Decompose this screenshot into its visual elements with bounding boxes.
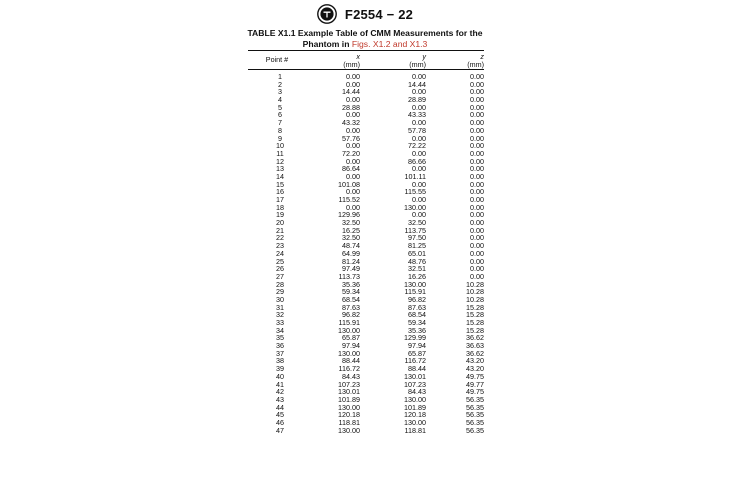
cell-point-number: 20 xyxy=(276,218,284,228)
cell-z-value: 0.00 xyxy=(470,210,484,220)
cell-x-value: 0.00 xyxy=(346,171,360,181)
cell-z-value: 36.63 xyxy=(466,341,484,351)
cell-z-value: 0.00 xyxy=(470,148,484,158)
cell-point-number: 40 xyxy=(276,371,284,381)
cell-y-value: 96.82 xyxy=(408,294,426,304)
cell-x-value: 43.32 xyxy=(342,118,360,128)
cell-z-value: 10.28 xyxy=(466,294,484,304)
cell-y-value: 65.87 xyxy=(408,348,426,358)
cell-y-value: 59.34 xyxy=(408,318,426,327)
cell-y-value: 129.99 xyxy=(404,333,426,343)
cell-z-value: 0.00 xyxy=(470,248,484,258)
cell-z-value: 36.62 xyxy=(466,348,484,358)
cell-z-value: 43.20 xyxy=(466,364,484,374)
cell-z-value: 0.00 xyxy=(470,102,484,112)
cell-z-value: 0.00 xyxy=(470,79,484,89)
cell-y-value: 0.00 xyxy=(412,210,426,220)
cell-x-value: 115.91 xyxy=(338,318,360,327)
cell-y-value: 0.00 xyxy=(412,72,426,81)
table-caption xyxy=(0,28,730,49)
cell-x-value: 101.08 xyxy=(338,179,360,189)
cell-point-number: 37 xyxy=(276,348,284,358)
table-row xyxy=(248,88,484,96)
cell-point-number: 11 xyxy=(276,148,284,158)
cell-point-number: 27 xyxy=(276,271,284,281)
cell-y-value: 0.00 xyxy=(412,87,426,97)
cell-z-value: 0.00 xyxy=(470,195,484,204)
cell-point-number: 10 xyxy=(276,141,284,151)
cell-z-value: 0.00 xyxy=(470,179,484,189)
cell-y-value: 14.44 xyxy=(408,79,426,89)
cell-z-value: 0.00 xyxy=(470,256,484,266)
column-header-point: Point # xyxy=(265,55,289,64)
cell-x-value: 118.81 xyxy=(338,417,360,427)
cell-point-number: 4 xyxy=(278,95,282,105)
cell-point-number: 33 xyxy=(276,318,284,327)
column-header-y xyxy=(360,53,426,69)
cell-point-number: 35 xyxy=(276,333,284,343)
cell-point-number: 21 xyxy=(276,225,284,235)
cell-point-number: 28 xyxy=(276,279,284,289)
cell-z-value: 0.00 xyxy=(470,164,484,174)
cell-x-value: 88.44 xyxy=(342,356,360,366)
cell-z-value: 56.35 xyxy=(466,394,484,404)
cell-y-value: 57.78 xyxy=(408,125,426,135)
cell-x-value: 96.82 xyxy=(342,310,360,320)
table-header-row xyxy=(248,51,484,69)
cell-z-value: 15.28 xyxy=(466,302,484,312)
cell-x-value: 0.00 xyxy=(346,72,360,81)
cell-y-value: 16.26 xyxy=(408,271,426,281)
column-header-x-label: x xyxy=(356,52,360,61)
cell-y-value: 86.66 xyxy=(408,156,426,166)
cell-point-number: 13 xyxy=(276,164,284,174)
cell-y-value: 0.00 xyxy=(412,164,426,174)
cell-z-value: 0.00 xyxy=(470,110,484,120)
cell-point-number: 39 xyxy=(276,364,284,374)
cell-z-value: 56.35 xyxy=(466,425,484,435)
cell-z-value: 0.00 xyxy=(470,141,484,151)
cell-y-value: 120.18 xyxy=(404,410,426,420)
cell-point-number: 41 xyxy=(276,379,284,389)
cell-point-number: 22 xyxy=(276,233,284,243)
cell-z-value: 10.28 xyxy=(466,279,484,289)
cell-x-value: 107.23 xyxy=(338,379,360,389)
cell-z-value: 15.28 xyxy=(466,310,484,320)
cell-point-number: 23 xyxy=(276,241,284,251)
cell-z-value: 15.28 xyxy=(466,325,484,335)
cell-x-value: 57.76 xyxy=(342,133,360,143)
cell-point-number: 47 xyxy=(276,425,284,435)
cell-z-value: 0.00 xyxy=(470,187,484,197)
cell-z-value: 0.00 xyxy=(470,87,484,97)
cell-z-value: 0.00 xyxy=(470,233,484,243)
cell-point-number: 19 xyxy=(276,210,284,220)
table-row xyxy=(248,96,484,104)
caption-line-2 xyxy=(0,39,730,50)
cell-x-value: 68.54 xyxy=(342,294,360,304)
cell-point-number: 43 xyxy=(276,394,284,404)
cell-y-value: 35.36 xyxy=(408,325,426,335)
caption-line-2-prefix: Phantom in xyxy=(302,38,352,49)
cell-point-number: 45 xyxy=(276,410,284,420)
cell-y-value: 0.00 xyxy=(412,102,426,112)
cell-point-number: 26 xyxy=(276,264,284,274)
cell-y-value: 0.00 xyxy=(412,118,426,128)
cell-x-value: 14.44 xyxy=(342,87,360,97)
cell-y-value: 130.00 xyxy=(404,202,426,212)
cell-y-value: 28.89 xyxy=(408,95,426,105)
cell-point-number: 44 xyxy=(276,402,284,412)
cell-y-value: 101.89 xyxy=(404,402,426,412)
cell-point-number: 16 xyxy=(276,187,284,197)
cell-y-value: 32.50 xyxy=(408,218,426,228)
cell-y-value: 0.00 xyxy=(412,133,426,143)
table-row xyxy=(248,81,484,89)
cell-point-number: 46 xyxy=(276,417,284,427)
column-header-z-label: z xyxy=(480,52,484,61)
cell-x-value: 101.89 xyxy=(338,394,360,404)
cell-point-number: 9 xyxy=(278,133,282,143)
cell-point-number: 36 xyxy=(276,341,284,351)
cell-x-value: 87.63 xyxy=(342,302,360,312)
cell-y-value: 32.51 xyxy=(408,264,426,274)
cell-z-value: 0.00 xyxy=(470,118,484,128)
cell-y-value: 113.75 xyxy=(404,225,426,235)
cell-y-value: 130.00 xyxy=(404,417,426,427)
cell-z-value: 0.00 xyxy=(470,72,484,81)
table-row xyxy=(248,104,484,112)
cell-z-value: 49.77 xyxy=(466,379,484,389)
cell-point-number: 38 xyxy=(276,356,284,366)
cell-y-value: 68.54 xyxy=(408,310,426,320)
cell-x-value: 0.00 xyxy=(346,187,360,197)
cell-point-number: 1 xyxy=(278,72,282,81)
cell-x-value: 86.64 xyxy=(342,164,360,174)
table-row xyxy=(248,127,484,135)
cell-x-value: 0.00 xyxy=(346,202,360,212)
table-row xyxy=(248,73,484,81)
cell-z-value: 56.35 xyxy=(466,417,484,427)
cell-x-value: 130.00 xyxy=(338,325,360,335)
cell-z-value: 0.00 xyxy=(470,271,484,281)
cell-x-value: 0.00 xyxy=(346,79,360,89)
cell-x-value: 115.52 xyxy=(338,195,360,204)
cell-z-value: 36.62 xyxy=(466,333,484,343)
cell-x-value: 64.99 xyxy=(342,248,360,258)
cell-point-number: 3 xyxy=(278,87,282,97)
cell-x-value: 120.18 xyxy=(338,410,360,420)
cell-y-value: 88.44 xyxy=(408,364,426,374)
cell-point-number: 6 xyxy=(278,110,282,120)
cell-x-value: 32.50 xyxy=(342,233,360,243)
cell-point-number: 25 xyxy=(276,256,284,266)
cell-point-number: 42 xyxy=(276,387,284,397)
cell-z-value: 49.75 xyxy=(466,387,484,397)
cell-z-value: 56.35 xyxy=(466,402,484,412)
cell-point-number: 2 xyxy=(278,79,282,89)
cell-y-value: 115.55 xyxy=(404,187,426,197)
cell-x-value: 0.00 xyxy=(346,156,360,166)
cell-z-value: 15.28 xyxy=(466,318,484,327)
cell-x-value: 65.87 xyxy=(342,333,360,343)
table-row xyxy=(248,111,484,119)
cell-y-value: 81.25 xyxy=(408,241,426,251)
cell-z-value: 0.00 xyxy=(470,125,484,135)
cell-x-value: 130.00 xyxy=(338,402,360,412)
cell-z-value: 0.00 xyxy=(470,156,484,166)
cell-point-number: 30 xyxy=(276,294,284,304)
cell-x-value: 0.00 xyxy=(346,125,360,135)
cell-x-value: 0.00 xyxy=(346,95,360,105)
cell-point-number: 31 xyxy=(276,302,284,312)
cell-x-value: 48.74 xyxy=(342,241,360,251)
cell-x-value: 130.00 xyxy=(338,348,360,358)
cell-y-value: 0.00 xyxy=(412,179,426,189)
table-row xyxy=(248,119,484,127)
cell-x-value: 84.43 xyxy=(342,371,360,381)
column-header-x xyxy=(306,53,360,69)
caption-line-1: TABLE X1.1 Example Table of CMM Measurements for the xyxy=(247,28,483,38)
cell-point-number: 18 xyxy=(276,202,284,212)
cell-point-number: 5 xyxy=(278,102,282,112)
cell-point-number: 17 xyxy=(276,195,284,204)
cell-x-value: 0.00 xyxy=(346,141,360,151)
cell-x-value: 113.73 xyxy=(338,271,360,281)
column-header-y-unit: (mm) xyxy=(409,60,426,70)
cell-point-number: 32 xyxy=(276,310,284,320)
table-body xyxy=(248,70,484,434)
cell-point-number: 24 xyxy=(276,248,284,258)
cell-x-value: 129.96 xyxy=(338,210,360,220)
column-header-y-label: y xyxy=(422,52,426,61)
cell-point-number: 29 xyxy=(276,287,284,297)
cell-y-value: 115.91 xyxy=(404,287,426,297)
cell-x-value: 116.72 xyxy=(338,364,360,374)
cell-point-number: 7 xyxy=(278,118,282,128)
cell-z-value: 0.00 xyxy=(470,133,484,143)
cell-z-value: 0.00 xyxy=(470,241,484,251)
cell-y-value: 48.76 xyxy=(408,256,426,266)
cell-z-value: 49.75 xyxy=(466,371,484,381)
cell-y-value: 72.22 xyxy=(408,141,426,151)
cell-x-value: 59.34 xyxy=(342,287,360,297)
cell-z-value: 0.00 xyxy=(470,218,484,228)
cell-y-value: 130.00 xyxy=(404,394,426,404)
column-header-x-unit: (mm) xyxy=(343,60,360,70)
cell-z-value: 0.00 xyxy=(470,171,484,181)
cell-z-value: 0.00 xyxy=(470,225,484,235)
cell-y-value: 0.00 xyxy=(412,148,426,158)
cell-y-value: 84.43 xyxy=(408,387,426,397)
cell-y-value: 97.94 xyxy=(408,341,426,351)
cell-z-value: 0.00 xyxy=(470,264,484,274)
cell-x-value: 130.01 xyxy=(338,387,360,397)
cell-y-value: 130.01 xyxy=(404,371,426,381)
cell-point-number: 34 xyxy=(276,325,284,335)
cell-y-value: 107.23 xyxy=(404,379,426,389)
document-id: F2554 − 22 xyxy=(344,6,414,22)
cell-y-value: 65.01 xyxy=(408,248,426,258)
cell-x-value: 81.24 xyxy=(342,256,360,266)
cell-z-value: 56.35 xyxy=(466,410,484,420)
cell-y-value: 116.72 xyxy=(404,356,426,366)
cell-y-value: 43.33 xyxy=(408,110,426,120)
cell-x-value: 32.50 xyxy=(342,218,360,228)
cell-z-value: 0.00 xyxy=(470,95,484,105)
cell-z-value: 0.00 xyxy=(470,202,484,212)
cell-point-number: 12 xyxy=(276,156,284,166)
column-header-z-unit: (mm) xyxy=(467,60,484,70)
cell-y-value: 97.50 xyxy=(408,233,426,243)
cell-x-value: 97.94 xyxy=(342,341,360,351)
cell-x-value: 28.88 xyxy=(342,102,360,112)
figure-reference-link[interactable]: Figs. X1.2 and X1.3 xyxy=(351,38,428,49)
cell-y-value: 0.00 xyxy=(412,195,426,204)
cell-x-value: 97.49 xyxy=(342,264,360,274)
document-header xyxy=(0,4,730,24)
astm-logo-icon xyxy=(317,4,337,24)
cell-point-number: 14 xyxy=(276,171,284,181)
cell-y-value: 87.63 xyxy=(408,302,426,312)
cell-z-value: 10.28 xyxy=(466,287,484,297)
measurements-table xyxy=(248,50,484,434)
cell-y-value: 130.00 xyxy=(404,279,426,289)
cell-y-value: 118.81 xyxy=(404,425,426,435)
cell-point-number: 8 xyxy=(278,125,282,135)
cell-point-number: 15 xyxy=(276,179,284,189)
cell-y-value: 101.11 xyxy=(404,171,426,181)
cell-x-value: 72.20 xyxy=(342,148,360,158)
cell-z-value: 43.20 xyxy=(466,356,484,366)
column-header-z xyxy=(426,53,484,69)
cell-x-value: 16.25 xyxy=(342,225,360,235)
cell-x-value: 130.00 xyxy=(338,425,360,435)
cell-x-value: 35.36 xyxy=(342,279,360,289)
cell-x-value: 0.00 xyxy=(346,110,360,120)
table-row xyxy=(248,427,484,435)
